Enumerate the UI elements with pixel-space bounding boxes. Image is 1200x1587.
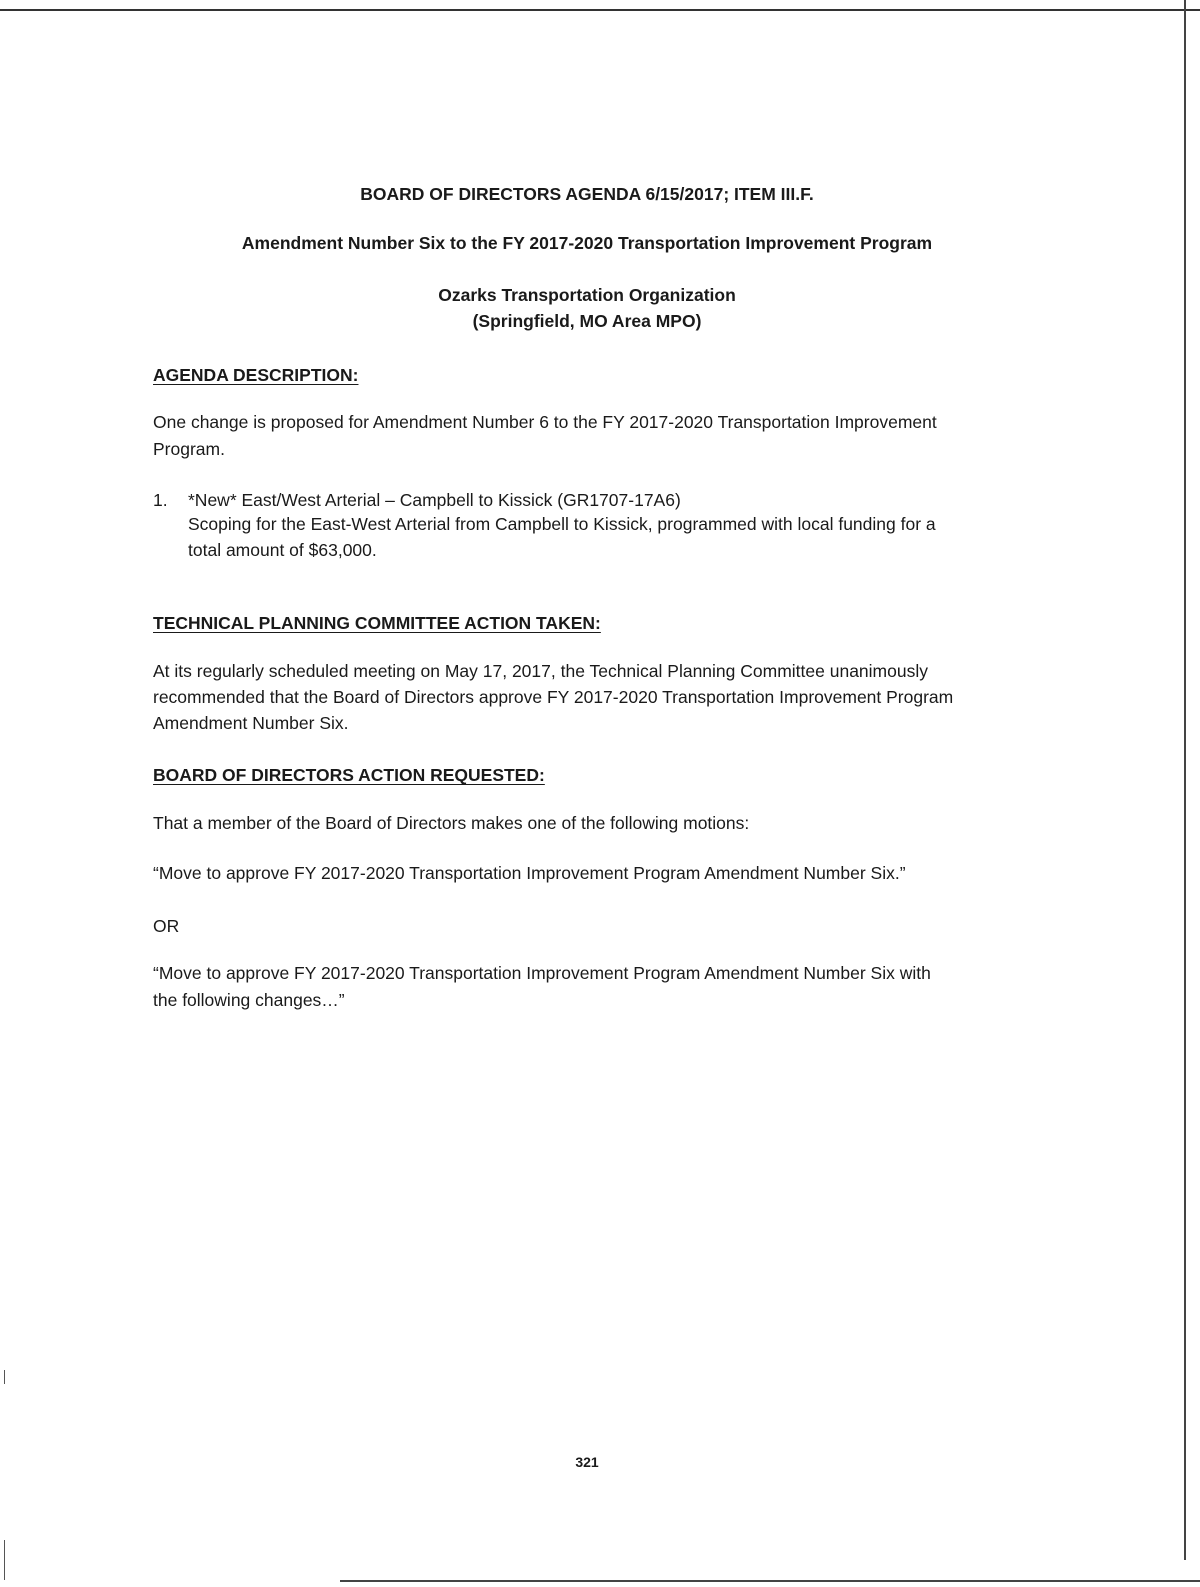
- scan-edge-right: [1184, 0, 1186, 1560]
- list-item-number: 1.: [153, 490, 168, 510]
- scan-edge-bottom: [340, 1580, 1200, 1582]
- agenda-intro-line-1: One change is proposed for Amendment Number 6 to the FY 2017-2020 Transportation Improvement: [153, 412, 937, 432]
- list-item-description-line-2: total amount of $63,000.: [188, 540, 377, 560]
- motion-2-line-1: “Move to approve FY 2017-2020 Transportation Improvement Program Amendment Number Six with: [153, 963, 931, 983]
- scan-mark: [4, 1370, 5, 1384]
- agenda-intro-line-2: Program.: [153, 439, 225, 459]
- motion-2-line-2: the following changes…”: [153, 990, 345, 1010]
- organization-name: Ozarks Transportation Organization: [438, 285, 736, 305]
- tpc-action-line-3: Amendment Number Six.: [153, 713, 349, 733]
- scan-edge-top: [0, 9, 1200, 11]
- agenda-description-heading: AGENDA DESCRIPTION:: [153, 365, 359, 385]
- agenda-line: BOARD OF DIRECTORS AGENDA 6/15/2017; ITEM III.F.: [360, 184, 814, 204]
- list-item-description-line-1: Scoping for the East-West Arterial from Campbell to Kissick, programmed with local funding for a: [188, 514, 936, 534]
- motion-1: “Move to approve FY 2017-2020 Transportation Improvement Program Amendment Number Six.”: [153, 863, 906, 883]
- document-title: Amendment Number Six to the FY 2017-2020 Transportation Improvement Program: [241, 233, 933, 253]
- organization-subtitle: (Springfield, MO Area MPO): [472, 311, 702, 331]
- or-separator: OR: [153, 916, 180, 936]
- scan-mark: [4, 1540, 5, 1580]
- tpc-action-line-1: At its regularly scheduled meeting on May 17, 2017, the Technical Planning Committee unanimously: [153, 661, 928, 681]
- board-action-heading: BOARD OF DIRECTORS ACTION REQUESTED:: [153, 765, 545, 785]
- board-action-intro: That a member of the Board of Directors makes one of the following motions:: [153, 813, 750, 833]
- page-number: 321: [575, 1454, 599, 1470]
- list-item-title: *New* East/West Arterial – Campbell to Kissick (GR1707-17A6): [188, 490, 681, 510]
- tpc-action-line-2: recommended that the Board of Directors approve FY 2017-2020 Transportation Improvement Program: [153, 687, 954, 707]
- tpc-action-heading: TECHNICAL PLANNING COMMITTEE ACTION TAKEN:: [153, 613, 601, 633]
